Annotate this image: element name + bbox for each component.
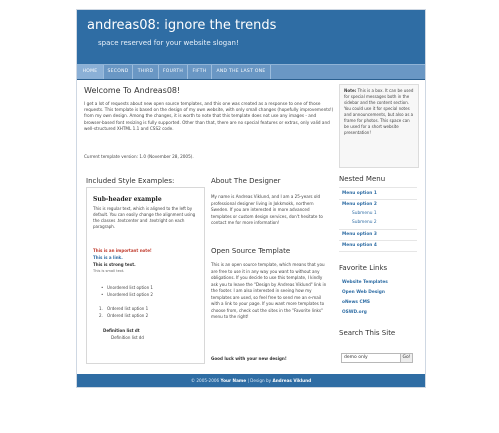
favorites-heading: Favorite Links (339, 264, 388, 272)
style-examples-box (86, 187, 205, 364)
footer-designer-link[interactable]: Andreas Viklund (272, 378, 312, 383)
definition-description: Definition list dd (111, 335, 144, 340)
link-example[interactable]: This is a link. (93, 255, 123, 260)
unordered-bullet: • (101, 285, 104, 290)
site-title[interactable]: andreas08: ignore the trends (87, 18, 277, 33)
menu-option-1[interactable]: Menu option 1 (342, 191, 377, 196)
unordered-item: Unordered list option 1 (107, 285, 153, 290)
menu-divider (339, 240, 417, 241)
note-label: Note: (344, 88, 357, 93)
nav-item-third[interactable]: THIRD (133, 65, 159, 79)
nested-menu-heading: Nested Menu (339, 175, 386, 183)
regular-text-example: This is regular text, which is aligned to the left by default. You can easily change the alignment using the classes .textcenter and .textright on each paragraph. (93, 206, 196, 229)
site-header (77, 10, 425, 64)
search-go-button[interactable]: Go! (400, 353, 413, 363)
ordered-item: Ordered list option 1 (107, 306, 149, 311)
footer-separator: | Design by (247, 378, 272, 383)
favorite-link-oswd-org[interactable]: OSWD.org (342, 310, 367, 315)
search-heading: Search This Site (339, 329, 396, 337)
nav-item-fourth[interactable]: FOURTH (159, 65, 188, 79)
strong-text-example: This is strong text. (93, 262, 136, 267)
note-box (339, 84, 419, 168)
note-content (344, 88, 414, 136)
small-text-example: This is small text. (93, 269, 125, 273)
version-text: Current template version: 1.0 (November 28, 2005). (84, 154, 194, 159)
note-text: This is a box. It can be used for special messages both in the sidebar and the content section. You could use it for special notes and announcements, but also as a frame for photos. This space can be used for a short website presentation! (344, 88, 414, 135)
menu-divider (339, 199, 417, 200)
subheader-example: Sub-header example (93, 196, 162, 203)
submenu-2[interactable]: Submenu 2 (352, 220, 377, 225)
site-footer (77, 374, 425, 387)
nav-item-last[interactable]: AND THE LAST ONE (212, 65, 271, 79)
unordered-bullet: • (101, 292, 104, 297)
favorite-link-oswd[interactable]: Open Web Design (342, 290, 385, 295)
ordered-number: 1. (99, 306, 103, 311)
menu-divider (339, 187, 417, 188)
menu-option-2[interactable]: Menu option 2 (342, 202, 377, 207)
styles-heading: Included Style Examples: (86, 177, 175, 185)
main-nav (77, 64, 425, 80)
important-note: This is an important note! (93, 248, 152, 253)
opensource-heading: Open Source Template (211, 247, 291, 255)
definition-term: Definition list dt (103, 328, 140, 333)
designer-text: My name is Andreas Viklund, and I am a 25-years old professional designer living in Jokkmokk, northern Sweden. If you are interested in more advanced templates or custom design services, don't hesitate to contact me for more information! (211, 194, 323, 225)
menu-option-3[interactable]: Menu option 3 (342, 232, 377, 237)
menu-divider (339, 251, 417, 252)
favorite-link-onews[interactable]: oNews CMS (342, 300, 371, 305)
opensource-text: This is an open source template, which means that you are free to use it in any way you want to without any obligations. If you decide to use this template, I kindly ask you to leave the "Design by Andreas Viklund" link in the footer. I am also interested in seeing how my templates are used, so feel free to send me an e-mail with a link to your page. If you want more templates to choose from, check out the sites in the "Favorite links" menu to the right! (211, 262, 327, 319)
goodluck-text: Good luck with your new design! (211, 356, 287, 361)
footer-copyright: © 2005-2006 (190, 378, 220, 383)
menu-divider (339, 229, 417, 230)
nav-item-second[interactable]: SECOND (104, 65, 133, 79)
page-container (76, 9, 426, 388)
favorite-link-templates[interactable]: Website Templates (342, 280, 388, 285)
submenu-1[interactable]: Submenu 1 (352, 211, 377, 216)
ordered-item: Ordered list option 2 (107, 313, 149, 318)
designer-heading: About The Designer (211, 177, 281, 185)
menu-option-4[interactable]: Menu option 4 (342, 243, 377, 248)
search-input[interactable]: demo only (341, 353, 401, 363)
ordered-number: 2. (99, 313, 103, 318)
site-slogan: space reserved for your website slogan! (98, 39, 239, 47)
intro-paragraph: I get a lot of requests about new open source templates, and this one was created as a response to one of those requests. This template is based on the design of my own website, with only small changes (hopefully improvements!) from my own design. Among the changes, it is worth to note that this template does not use any images - and browser-based font resizing is fully supported. Other than that, there are no special features or extras, only valid and well-structured XHTML 1.1 and CSS2 code. (84, 101, 334, 131)
footer-name-link[interactable]: Your Name (220, 378, 247, 383)
page-title: Welcome To Andreas08! (84, 86, 181, 95)
unordered-item: Unordered list option 2 (107, 292, 153, 297)
nav-item-home[interactable]: HOME (77, 65, 104, 79)
nav-item-fifth[interactable]: FIFTH (188, 65, 212, 79)
